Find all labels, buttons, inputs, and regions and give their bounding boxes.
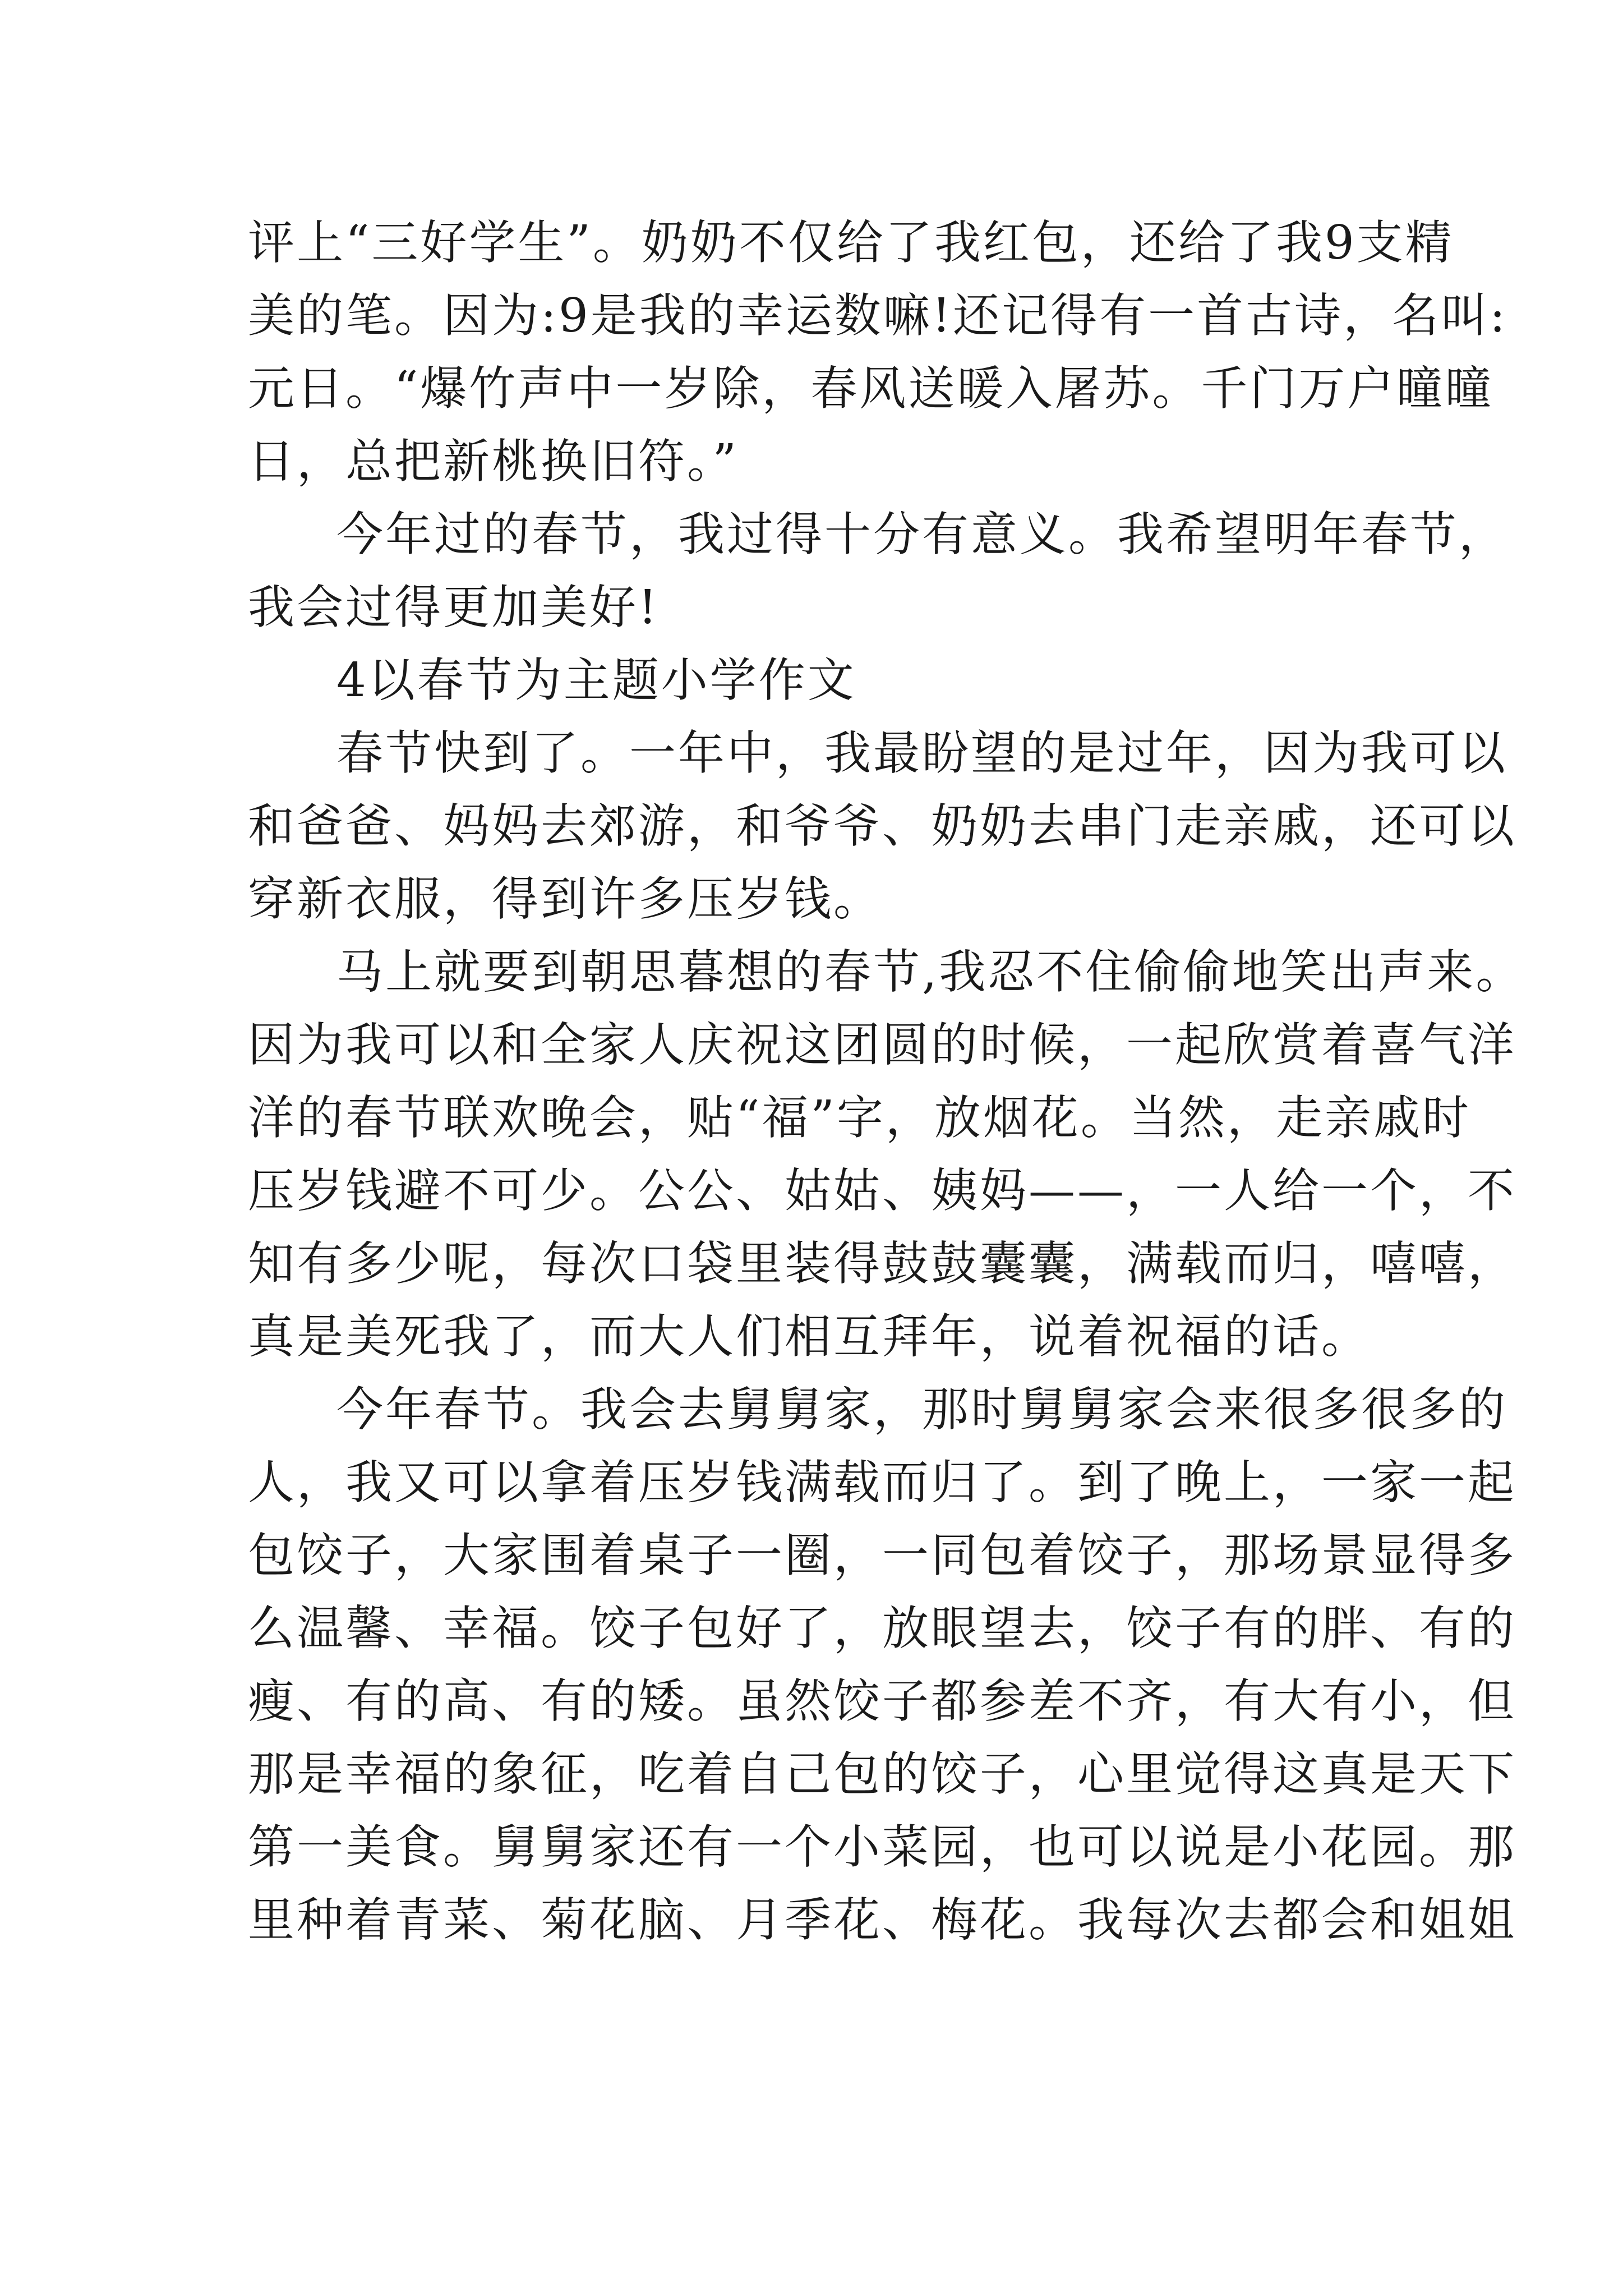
text-line: 评上“三好学生”。奶奶不仅给了我红包，还给了我9支精 bbox=[248, 215, 1454, 270]
text-line: 包饺子，大家围着桌子一圈，一同包着饺子，那场景显得多 bbox=[248, 1528, 1516, 1582]
text-line: 真是美死我了，而大人们相互拜年，说着祝福的话。 bbox=[248, 1309, 1370, 1364]
text-line: 穿新衣服，得到许多压岁钱。 bbox=[248, 872, 882, 926]
section-heading: 4以春节为主题小学作文 bbox=[336, 653, 856, 707]
text-line: 人，我又可以拿着压岁钱满载而归了。到了晚上，一家一起 bbox=[248, 1455, 1516, 1510]
text-line: 那是幸福的象征，吃着自己包的饺子，心里觉得这真是天下 bbox=[248, 1747, 1516, 1801]
paragraph-first-line: 今年春节。我会去舅舅家，那时舅舅家会来很多很多的 bbox=[336, 1382, 1507, 1437]
text-line: 洋的春节联欢晚会，贴“福”字，放烟花。当然，走亲戚时 bbox=[248, 1091, 1471, 1145]
text-line: 我会过得更加美好! bbox=[248, 580, 660, 634]
paragraph-first-line: 今年过的春节，我过得十分有意义。我希望明年春节， bbox=[336, 507, 1507, 562]
paragraph-first-line: 春节快到了。一年中，我最盼望的是过年，因为我可以 bbox=[336, 726, 1507, 780]
text-line: 里种着青菜、菊花脑、月季花、梅花。我每次去都会和姐姐 bbox=[248, 1893, 1516, 1947]
text-line: 因为我可以和全家人庆祝这团圆的时候，一起欣赏着喜气洋 bbox=[248, 1018, 1516, 1072]
text-line: 压岁钱避不可少。公公、姑姑、姨妈——，一人给一个，不 bbox=[248, 1163, 1516, 1218]
paragraph-first-line: 马上就要到朝思暮想的春节,我忍不住偷偷地笑出声来。 bbox=[336, 945, 1525, 999]
text-line: 日，总把新桃换旧符。” bbox=[248, 434, 739, 489]
text-line: 第一美食。舅舅家还有一个小菜园，也可以说是小花园。那 bbox=[248, 1820, 1516, 1874]
text-line: 和爸爸、妈妈去郊游，和爷爷、奶奶去串门走亲戚，还可以 bbox=[248, 799, 1516, 853]
text-line: 美的笔。因为:9是我的幸运数嘛!还记得有一首古诗，名叫: bbox=[248, 288, 1508, 343]
text-line: 么温馨、幸福。饺子包好了，放眼望去，饺子有的胖、有的 bbox=[248, 1601, 1516, 1655]
text-line: 瘦、有的高、有的矮。虽然饺子都参差不齐，有大有小，但 bbox=[248, 1674, 1516, 1728]
text-line: 知有多少呢，每次口袋里装得鼓鼓囊囊，满载而归，嘻嘻， bbox=[248, 1236, 1516, 1291]
text-line: 元日。“爆竹声中一岁除，春风送暖入屠苏。千门万户曈曈 bbox=[248, 361, 1494, 416]
